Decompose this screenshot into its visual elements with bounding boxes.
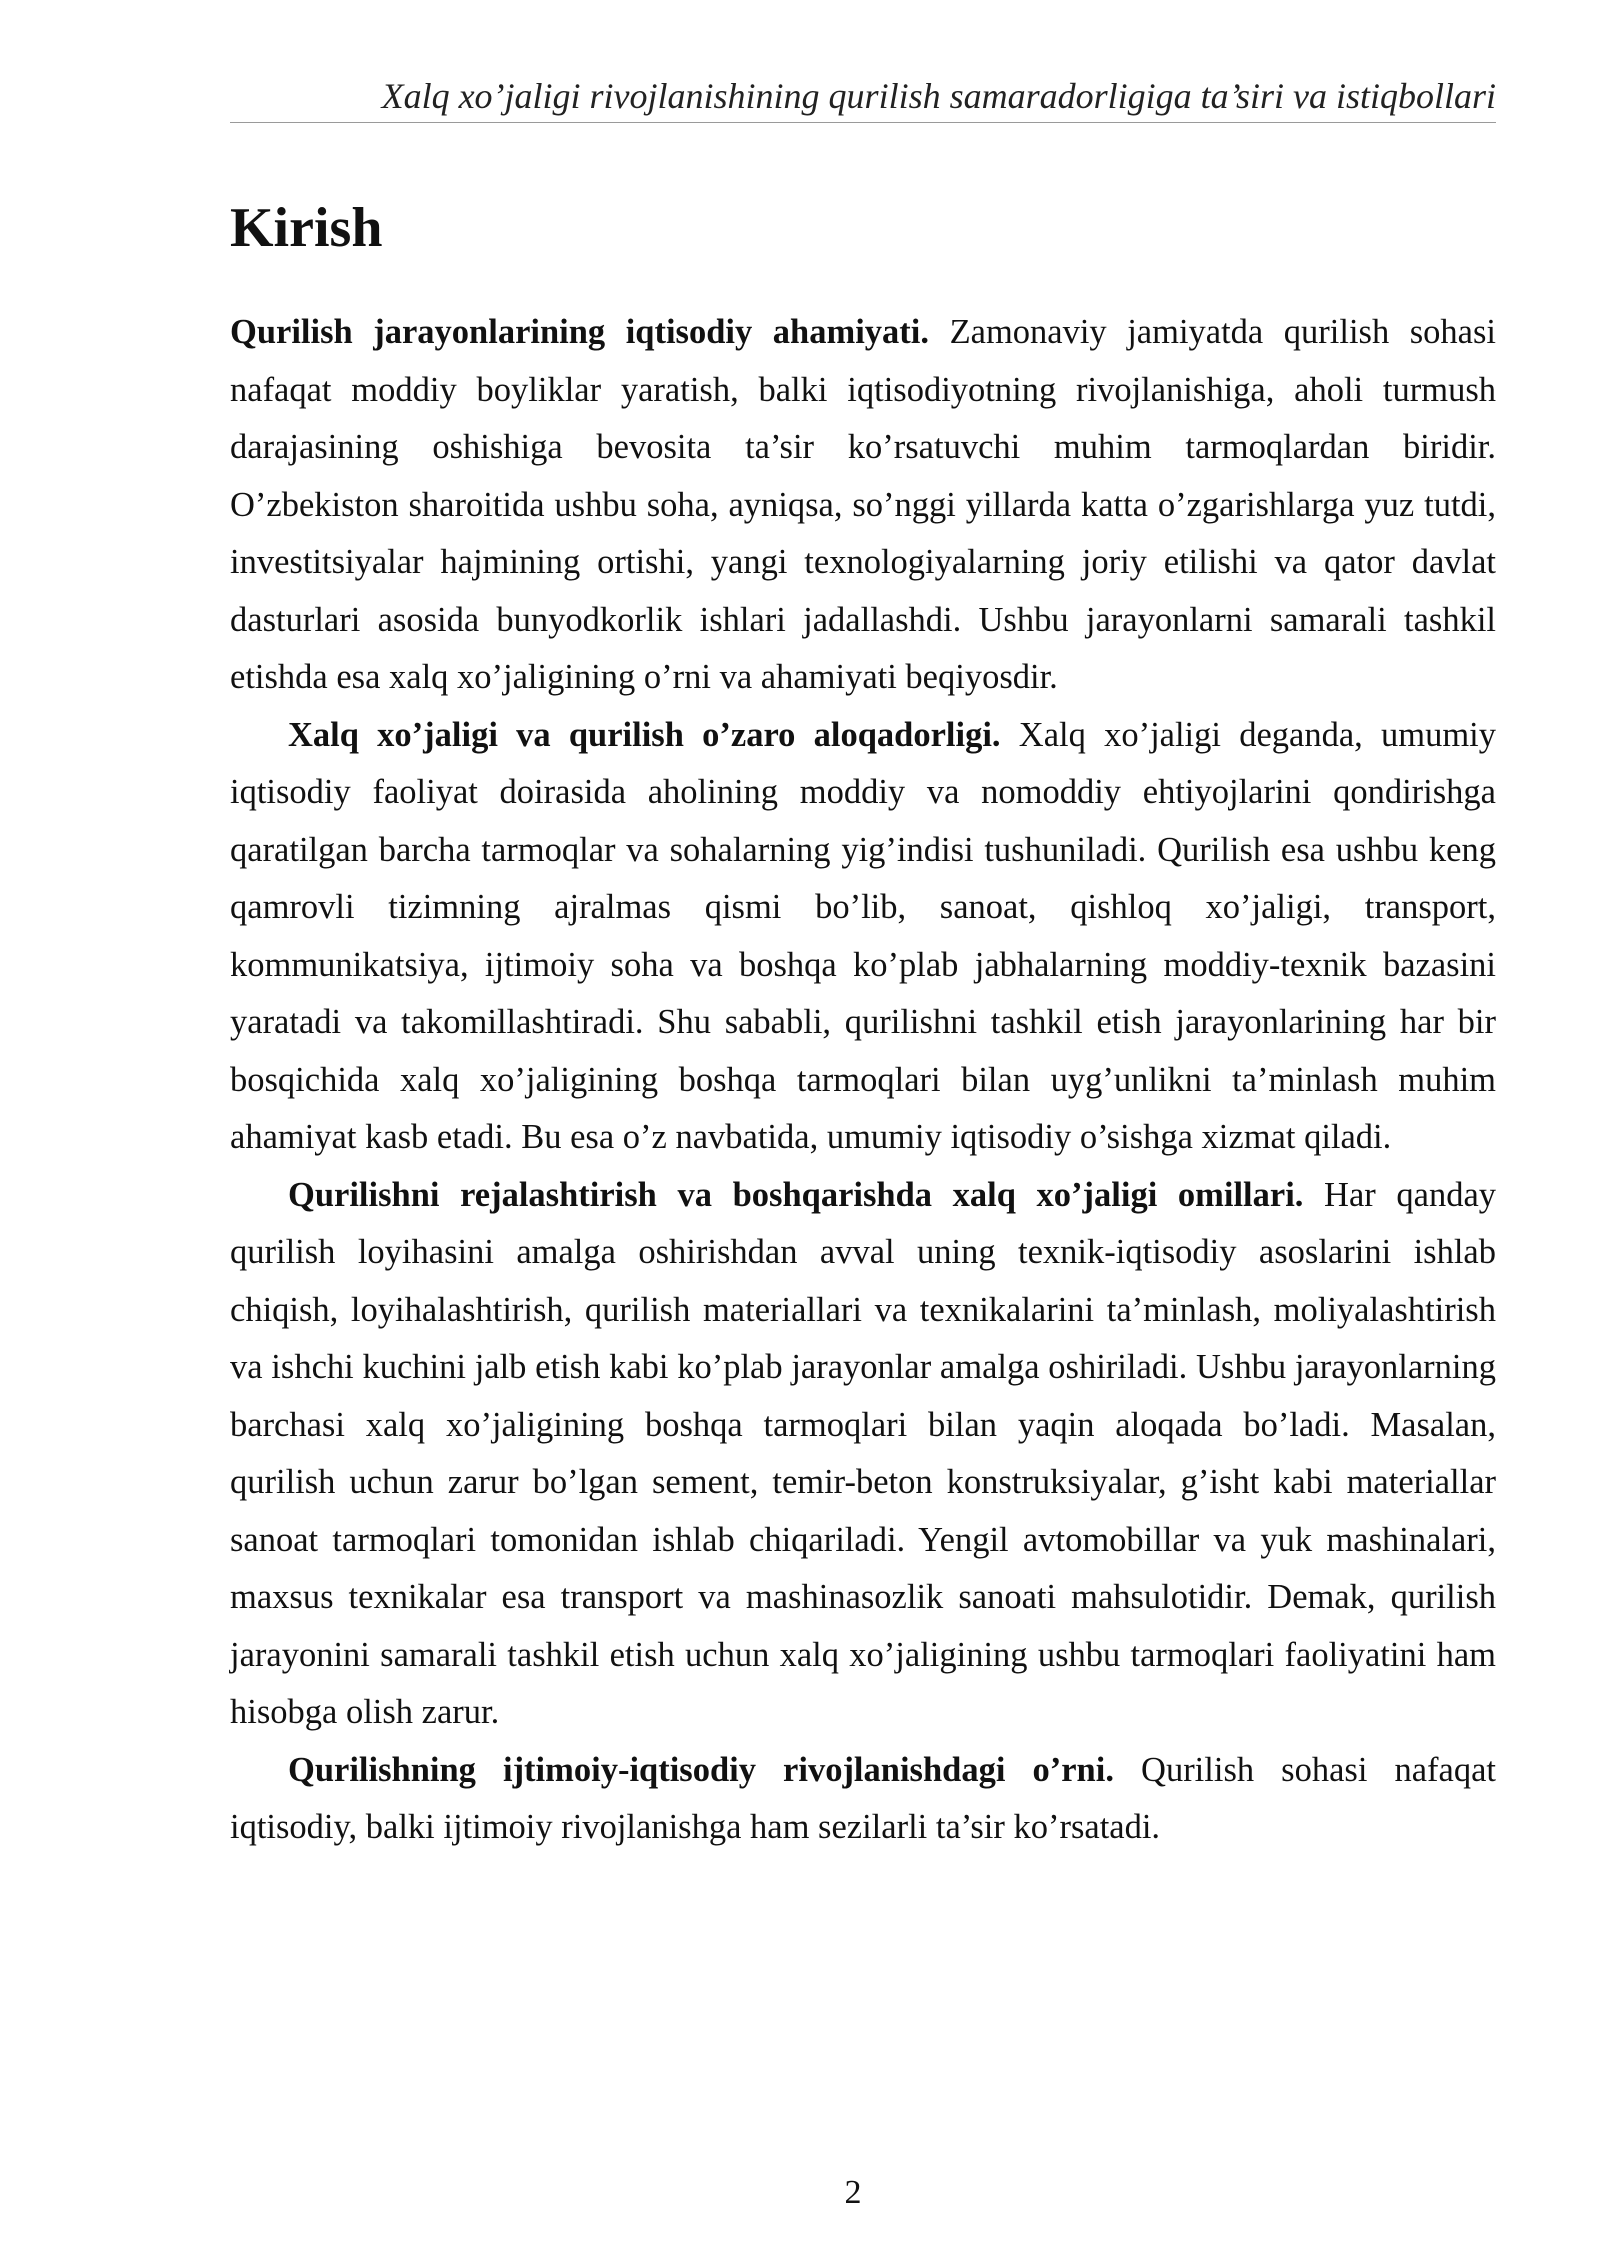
paragraph-socioeconomic-role [230,1742,1496,1857]
paragraph-planning-factors [230,1167,1496,1742]
section-heading: Kirish [230,197,383,259]
document-page [230,0,1496,2262]
page-number: 2 [844,2174,862,2211]
paragraph-interrelation [230,707,1496,1167]
body-text [230,304,1496,1857]
paragraph-text: Xalq xo’jaligi deganda, umumiy iqtisodiy faoliyat doirasida aholining moddiy va nomoddiy ehtiyojlarini qondirishga qaratilgan barcha tarmoqlar va sohalarning yig’indisi tushuniladi. Qurilish esa ushbu keng qamrovli tizimning ajralmas qismi bo’lib, sanoat, qishloq xo’jaligi, transport, kommunikatsiya, ijtimoiy soha va boshqa ko’plab jabhalarning moddiy-texnik bazasini yaratadi va takomillashtiradi. Shu sababli, qurilishni tashkil etish jarayonlarining har bir bosqichida xalq xo’jaligining boshqa tarmoqlari bilan uyg’unlikni ta’minlash muhim ahamiyat kasb etadi. Bu esa o’z navbatida, umumiy iqtisodiy o’sishga xizmat qiladi. [230,715,1497,1156]
paragraph-text: Zamonaviy jamiyatda qurilish sohasi nafaqat moddiy boyliklar yaratish, balki iqtisodiyotning rivojlanishiga, aholi turmush darajasining oshishiga bevosita ta’sir ko’rsatuvchi muhim tarmoqlardan biridir. O’zbekiston sharoitida ushbu soha, ayniqsa, so’nggi yillarda katta o’zgarishlarga yuz tutdi, investitsiyalar hajmining ortishi, yangi texnologiyalarning joriy etilishi va qator davlat dasturlari asosida bunyodkorlik ishlari jadallashdi. Ushbu jarayonlarni samarali tashkil etishda esa xalq xo’jaligining o’rni va ahamiyati beqiyosdir. [230,313,1496,696]
paragraph-lead: Qurilish jarayonlarining iqtisodiy ahamiyati. [230,313,930,351]
header-divider [230,122,1496,123]
paragraph-lead: Xalq xo’jaligi va qurilish o’zaro aloqadorligi. [288,715,1001,754]
paragraph-lead: Qurilishning ijtimoiy-iqtisodiy rivojlanishdagi o’rni. [288,1750,1114,1789]
paragraph-economic-importance [230,304,1496,707]
running-header: Xalq xo’jaligi rivojlanishining qurilish samaradorligiga ta’siri va istiqbollari [381,76,1496,116]
paragraph-text: Qurilish sohasi nafaqat iqtisodiy, balki ijtimoiy rivojlanishga ham sezilarli ta’sir ko’rsatadi. [230,1750,1497,1846]
paragraph-lead: Qurilishni rejalashtirish va boshqarishda xalq xo’jaligi omillari. [288,1175,1304,1214]
paragraph-text: Har qanday qurilish loyihasini amalga oshirishdan avval uning texnik-iqtisodiy asoslarini ishlab chiqish, loyihalashtirish, qurilish materiallari va texnikalarini ta’minlash, moliyalashtirish va ishchi kuchini jalb etish kabi ko’plab jarayonlar amalga oshiriladi. Ushbu jarayonlarning barchasi xalq xo’jaligining boshqa tarmoqlari bilan yaqin aloqada bo’ladi. Masalan, qurilish uchun zarur bo’lgan sement, temir-beton konstruksiyalar, g’isht kabi materiallar sanoat tarmoqlari tomonidan ishlab chiqariladi. Yengil avtomobillar va yuk mashinalari, maxsus texnikalar esa transport va mashinasozlik sanoati mahsulotidir. Demak, qurilish jarayonini samarali tashkil etish uchun xalq xo’jaligining ushbu tarmoqlari faoliyatini ham hisobga olish zarur. [230,1175,1497,1731]
